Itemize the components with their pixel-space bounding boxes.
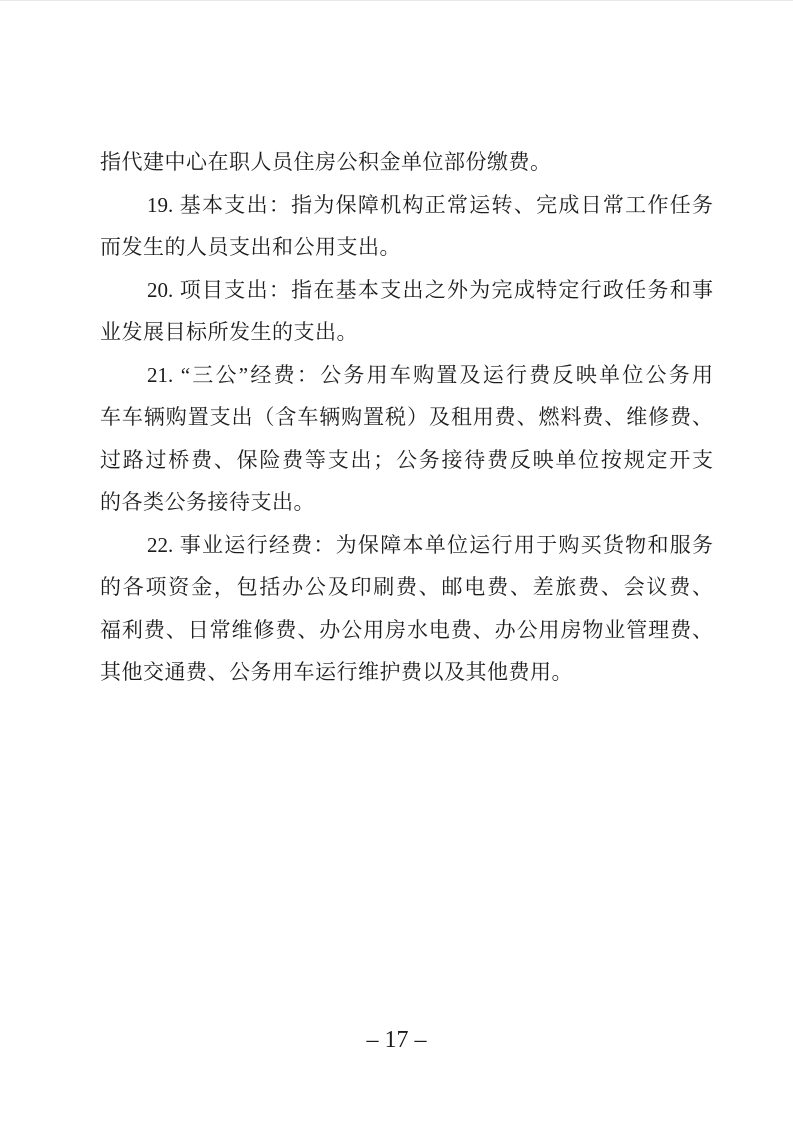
document-line: 的各项资金，包括办公及印刷费、邮电费、差旅费、会议费、 (100, 575, 713, 599)
document-line: 21. “三公”经费：公务用车购置及运行费反映单位公务用 (147, 362, 713, 387)
document-line: 的各类公务接待支出。 (100, 490, 315, 514)
document-line: 20. 项目支出：指在基本支出之外为完成特定行政任务和事 (147, 277, 713, 302)
paragraph-item-21 (100, 354, 713, 524)
paragraph-continuation (100, 141, 713, 184)
document-line: 业发展目标所发生的支出。 (100, 320, 358, 344)
document-line: 过路过桥费、保险费等支出；公务接待费反映单位按规定开支 (100, 447, 713, 472)
paragraph-item-19 (100, 184, 713, 269)
page-number: – 17 – (366, 1027, 427, 1053)
document-body (100, 141, 713, 694)
page-footer (0, 1025, 793, 1055)
paragraph-item-20 (100, 269, 713, 354)
document-line: 福利费、日常维修费、办公用房水电费、办公用房物业管理费、 (100, 617, 713, 642)
document-line: 车车辆购置支出（含车辆购置税）及租用费、燃料费、维修费、 (100, 405, 713, 429)
paragraph-item-22 (100, 524, 713, 694)
document-line: 22. 事业运行经费：为保障本单位运行用于购买货物和服务 (147, 532, 713, 557)
document-line: 其他交通费、公务用车运行维护费以及其他费用。 (100, 660, 573, 684)
document-line: 指代建中心在职人员住房公积金单位部份缴费。 (100, 150, 552, 174)
document-line: 19. 基本支出：指为保障机构正常运转、完成日常工作任务 (147, 192, 713, 217)
document-line: 而发生的人员支出和公用支出。 (100, 235, 401, 259)
